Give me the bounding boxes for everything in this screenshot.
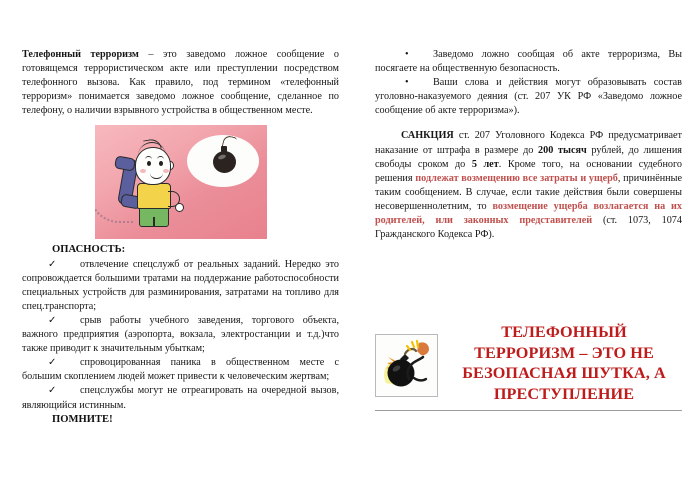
sanction-fine-amount: 200 тысяч bbox=[538, 144, 587, 156]
boy-hand-shape bbox=[175, 203, 184, 212]
boy-eye-left bbox=[147, 161, 151, 166]
boy-with-phone-and-bomb-thought-illustration bbox=[95, 125, 267, 239]
checkmark-icon: ✓ bbox=[48, 385, 57, 397]
left-column bbox=[22, 48, 347, 485]
warning-banner-line-3: БЕЗОПАСНАЯ ШУТКА, А bbox=[462, 364, 666, 383]
checkmark-icon: ✓ bbox=[48, 314, 57, 326]
remember-heading: ПОМНИТЕ! bbox=[52, 413, 113, 425]
sanction-paragraph bbox=[375, 129, 682, 242]
liability-bullet-1-text: Заведомо ложно сообщая об акте терроризма, Вы посягаете на общественную безопасность. bbox=[375, 49, 682, 75]
danger-bullet-2-text: срыв работы учебного заведения, торгового объекта, важного предприятия (аэропорта, вокзала, электростанции и т.д.)что также приводит к значительным убыткам; bbox=[22, 314, 339, 355]
liability-bullet-2-text: Ваши слова и действия могут образовывать состав уголовно-наказуемого деяния (ст. 207 УК РФ «Заведомо ложное сообщение об акте терроризма»). bbox=[375, 77, 682, 117]
danger-bullet-3 bbox=[22, 356, 339, 384]
boy-eyebrow-right bbox=[157, 156, 164, 160]
sanction-part-1: ст. 207 Уголовного Кодекса РФ предусматривает наказание от штрафа в размере до bbox=[375, 130, 682, 156]
boy-legs-divider bbox=[153, 217, 155, 227]
warning-banner-row bbox=[375, 320, 682, 404]
danger-bullet-4-text: спецслужбы могут не отреагировать на очередной вызов, являющийся истинным. bbox=[22, 385, 339, 411]
warning-banner-line-4: ПРЕСТУПЛЕНИЕ bbox=[493, 384, 635, 403]
phone-handset-earpiece bbox=[114, 156, 136, 172]
checkmark-icon: ✓ bbox=[48, 357, 57, 369]
boy-shirt-shape bbox=[137, 183, 171, 209]
danger-bullet-2 bbox=[22, 314, 339, 356]
bomb-and-telephone-handset-svg bbox=[376, 335, 437, 396]
paragraph-spacer bbox=[375, 118, 682, 129]
right-column bbox=[369, 48, 682, 485]
warning-banner-line-2: ТЕРРОРИЗМ – ЭТО НЕ bbox=[474, 343, 654, 362]
liability-bullet-1 bbox=[375, 48, 682, 76]
illustration-wrapper bbox=[22, 125, 339, 239]
column-gutter bbox=[347, 48, 369, 485]
intro-paragraph bbox=[22, 48, 339, 118]
checkmark-icon: ✓ bbox=[48, 258, 57, 270]
boy-eyebrow-left bbox=[145, 156, 152, 160]
banner-bottom-rule bbox=[375, 410, 682, 411]
warning-banner-line-1: ТЕЛЕФОННЫЙ bbox=[501, 323, 627, 342]
sanction-lead-term: САНКЦИЯ bbox=[401, 130, 454, 142]
sanction-prison-term: 5 лет bbox=[471, 158, 499, 170]
danger-bullet-1-text: отвлечение спецслужб от реальных заданий. Нередко это сопровождается большими тратами на поддержание работоспособности специальных устройств для разминирования, затратами на топливо для спец.транспорта; bbox=[22, 258, 339, 312]
danger-bullet-1 bbox=[22, 258, 339, 314]
sanction-part-5: (ст. 1073, 1074 Гражданского Кодекса РФ). bbox=[375, 215, 682, 241]
dot-bullet-icon: • bbox=[405, 49, 409, 60]
intro-body: – это заведомо ложное сообщение о готовящемся террористическом акте или преступлении посредством телефонного вызова. Как правило, под термином «телефонный терроризм» понимается заведомо ложное сообщение, сделанное по телефону, о наличии взрывного устройства в общественном месте. bbox=[22, 49, 339, 117]
bomb-and-telephone-handset-icon bbox=[375, 334, 438, 397]
sanction-part-4: , причинённые таким сообщением. В случае, если такие действия были совершены несовершеннолетним, то bbox=[375, 172, 682, 212]
dot-bullet-icon: • bbox=[405, 77, 409, 89]
sanction-part-3: . Кроме того, на основании судебного решения bbox=[375, 158, 683, 184]
intro-lead-term: Телефонный терроризм bbox=[22, 49, 139, 60]
sanction-part-2: рублей, до лишения свободы сроком до bbox=[375, 144, 682, 170]
warning-banner-block bbox=[375, 320, 682, 411]
warning-banner-text bbox=[446, 320, 682, 404]
liability-bullet-2 bbox=[375, 76, 682, 118]
danger-bullet-4 bbox=[22, 384, 339, 412]
danger-bullet-3-text: спровоцированная паника в общественном месте с большим скоплением людей может привести к человеческим жертвам; bbox=[22, 357, 339, 383]
boy-eye-right bbox=[159, 161, 163, 166]
danger-heading: ОПАСНОСТЬ: bbox=[52, 244, 126, 256]
sanction-red-clause-1: подлежат возмещению все затраты и ущерб bbox=[415, 172, 618, 184]
sanction-red-clause-2: возмещение ущерба возлагается на их родителей, или законных представителей bbox=[375, 200, 682, 227]
